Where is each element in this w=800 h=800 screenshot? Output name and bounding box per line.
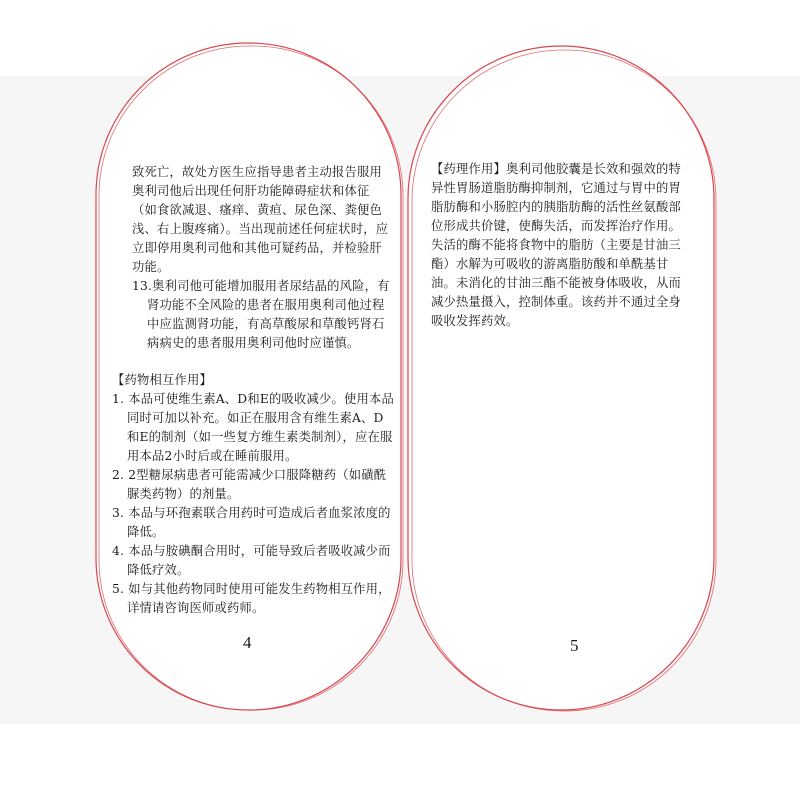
interaction-item-5: 5. 如与其他药物同时使用可能发生药物相互作用，详情请咨询医师或药师。 (112, 582, 391, 615)
pharmacology-body: 奥利司他胶囊是长效和强效的特异性胃肠道脂肪酶抑制剂，它通过与胃中的胃脂肪酶和小肠腔内的胰脂肪酶的活性丝氨酸部位形成共价键，使酶失活，而发挥治疗作用。失活的酶不能将食物中的脂肪（主要是甘油三酯）水解为可吸收的游离脂肪酸和单酰基甘油。未消化的甘油三酯不能被身体吸收，从而减少热量摄入，控制体重。该药并不通过全身吸收发挥药效。 (431, 162, 681, 328)
section-heading-pharmacology: 【药理作用】 (431, 162, 506, 176)
interaction-item-4: 4. 本品与胺碘酮合用时，可能导致后者吸收减少而降低疗效。 (112, 544, 391, 577)
left-page-upper-text (132, 163, 394, 353)
precaution-item-13: 13.奥利司他可能增加服用者尿结晶的风险，有肾功能不全风险的患者在服用奥利司他过程中应监测肾功能，有高草酸尿和草酸钙肾石病病史的患者服用奥利司他时应谨慎。 (132, 279, 390, 350)
interaction-item-2: 2. 2型糖尿病患者可能需减少口服降糖药（如磺酰脲类药物）的剂量。 (112, 468, 387, 501)
left-page-interactions-section (112, 371, 395, 618)
interaction-item-1: 1. 本品可使维生素A、D和E的吸收减少。使用本品同时可加以补充。如正在服用含有维生素A、D和E的制剂（如一些复方维生素类制剂），应在服用本品2小时后或在睡前服用。 (112, 392, 394, 463)
page-number: 4 (243, 633, 252, 652)
right-page-outline (408, 46, 714, 710)
section-heading-interactions: 【药物相互作用】 (112, 373, 212, 387)
continued-paragraph: 致死亡，故处方医生应指导患者主动报告服用奥利司他后出现任何肝功能障碍症状和体征（如食欲减退、瘙痒、黄疸、尿色深、粪便色浅、右上腹疼痛）。当出现前述任何症状时，应立即停用奥利司他和其他可疑药品，并检验肝功能。 (132, 165, 389, 274)
page-number: 5 (570, 636, 579, 655)
right-page-text (431, 160, 693, 331)
pharmacology-paragraph (431, 160, 693, 331)
interaction-item-3: 3. 本品与环孢素联合用药时可造成后者血浆浓度的降低。 (112, 506, 391, 539)
